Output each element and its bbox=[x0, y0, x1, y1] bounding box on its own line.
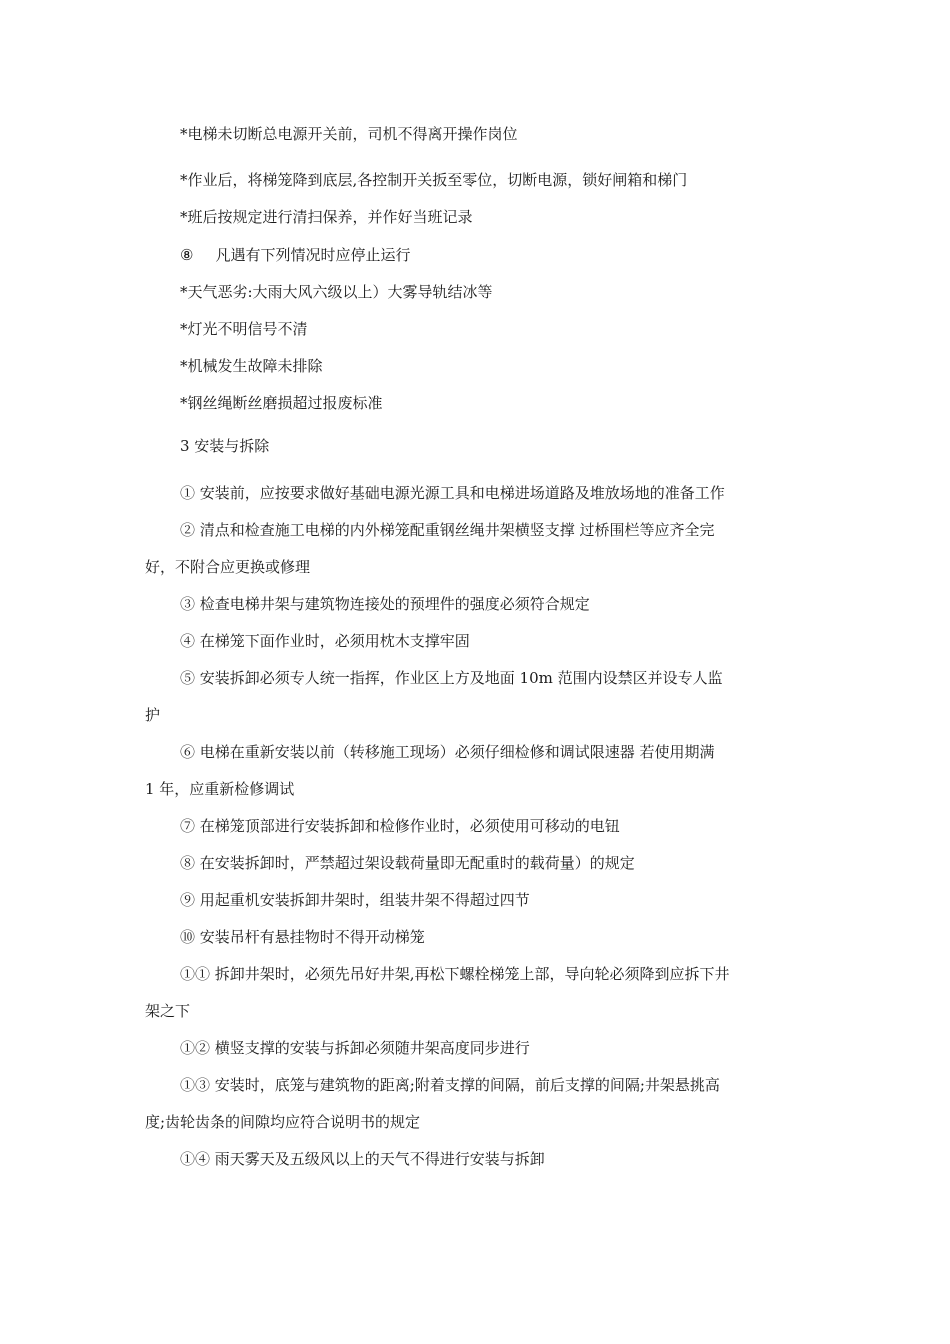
paragraph-line: ①④ 雨天雾天及五级风以上的天气不得进行安装与拆卸 bbox=[180, 1150, 545, 1168]
paragraph-line: *电梯未切断总电源开关前，司机不得离开操作岗位 bbox=[180, 125, 518, 143]
paragraph-line: *班后按规定进行清扫保养，并作好当班记录 bbox=[180, 208, 473, 226]
paragraph-line: *钢丝绳断丝磨损超过报废标准 bbox=[180, 394, 383, 412]
paragraph-line: *天气恶劣:大雨大风六级以上）大雾导轨结冰等 bbox=[180, 283, 493, 301]
paragraph-line: ⑧ 在安装拆卸时，严禁超过架设载荷量即无配重时的载荷量）的规定 bbox=[180, 854, 635, 872]
paragraph-line: ⑩ 安装吊杆有悬挂物时不得开动梯笼 bbox=[180, 928, 425, 946]
paragraph-line: ⑦ 在梯笼顶部进行安装拆卸和检修作业时，必须使用可移动的电钮 bbox=[180, 817, 620, 835]
paragraph-line: 1 年，应重新检修调试 bbox=[145, 780, 295, 798]
section-heading: 3 安装与拆除 bbox=[180, 437, 270, 455]
paragraph-line: ①③ 安装时，底笼与建筑物的距离;附着支撑的间隔，前后支撑的间隔;井架悬挑高 bbox=[180, 1076, 720, 1094]
item-number: ⑧ bbox=[180, 246, 194, 264]
paragraph-line: ② 清点和检查施工电梯的内外梯笼配重钢丝绳井架横竖支撑 过桥围栏等应齐全完 bbox=[180, 521, 715, 539]
paragraph-line: ①① 拆卸井架时，必须先吊好井架,再松下螺栓梯笼上部，导向轮必须降到应拆下井 bbox=[180, 965, 730, 983]
paragraph-line: *灯光不明信号不清 bbox=[180, 320, 308, 338]
paragraph-line: ⑤ 安装拆卸必须专人统一指挥，作业区上方及地面 10m 范围内设禁区并设专人监 bbox=[180, 669, 723, 687]
paragraph-line: 好，不附合应更换或修理 bbox=[145, 558, 311, 576]
paragraph-line: 架之下 bbox=[145, 1002, 191, 1020]
paragraph-line: ④ 在梯笼下面作业时，必须用枕木支撑牢固 bbox=[180, 632, 470, 650]
paragraph-line: ③ 检查电梯井架与建筑物连接处的预埋件的强度必须符合规定 bbox=[180, 595, 590, 613]
paragraph-line: ⑨ 用起重机安装拆卸井架时，组装井架不得超过四节 bbox=[180, 891, 530, 909]
paragraph-line: 护 bbox=[145, 706, 161, 724]
paragraph-line bbox=[180, 245, 410, 265]
paragraph-line: ①② 横竖支撑的安装与拆卸必须随井架高度同步进行 bbox=[180, 1039, 530, 1057]
paragraph-line: *机械发生故障未排除 bbox=[180, 357, 323, 375]
paragraph-line: ⑥ 电梯在重新安装以前（转移施工现场）必须仔细检修和调试限速器 若使用期满 bbox=[180, 743, 715, 761]
item-text: 凡遇有下列情况时应停止运行 bbox=[215, 246, 411, 264]
paragraph-line: ① 安装前，应按要求做好基础电源光源工具和电梯进场道路及堆放场地的准备工作 bbox=[180, 484, 725, 502]
paragraph-line: *作业后，将梯笼降到底层,各控制开关扳至零位，切断电源，锁好闸箱和梯门 bbox=[180, 171, 688, 189]
paragraph-line: 度;齿轮齿条的间隙均应符合说明书的规定 bbox=[145, 1113, 421, 1131]
